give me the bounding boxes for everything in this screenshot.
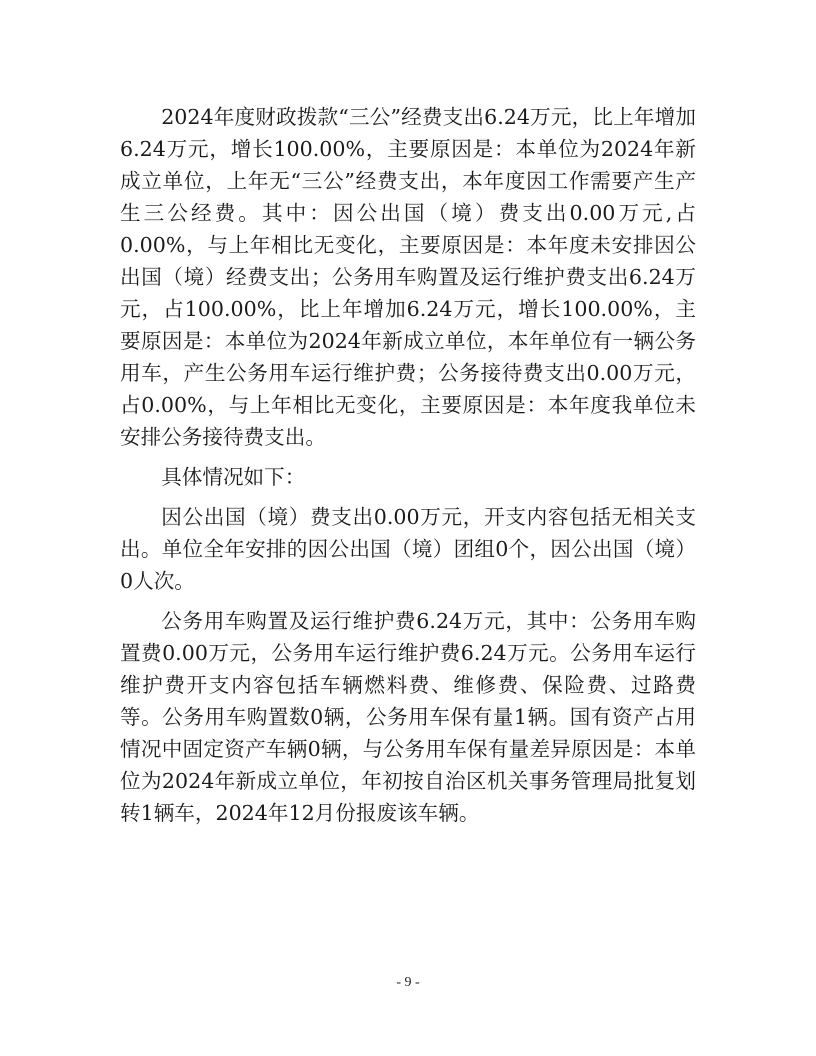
paragraph-details-intro: 具体情况如下： (161, 465, 306, 489)
page-number: - 9 - (396, 975, 420, 990)
paragraph-official-vehicles: 公务用车购置及运行维护费6.24万元，其中：公务用车购置费0.00万元，公务用车运行维护费6.24万元。公务用车运行维护费开支内容包括车辆燃料费、维修费、保险费、过路费等。公务用车购置数0辆，公务用车保有量1辆。国有资产占用情况中固定资产车辆0辆，与公务用车保有量差异原因是：本单位为2024年新成立单位，年初按自治区机关事务管理局批复划转1辆车，2024年12月份报废该车辆。 (120, 609, 696, 825)
document-body (120, 101, 696, 829)
paragraph-spacer (120, 453, 696, 461)
paragraph-three-public-expenses-summary: 2024年度财政拨款“三公”经费支出6.24万元，比上年增加6.24万元，增长100.00%，主要原因是：本单位为2024年新成立单位，上年无“三公”经费支出，本年度因工作需要产生产生三公经费。其中：因公出国（境）费支出0.00万元,占0.00%，与上年相比无变化，主要原因是：本年度未安排因公出国（境）经费支出；公务用车购置及运行维护费支出6.24万元，占100.00%，比上年增加6.24万元，增长100.00%，主要原因是：本单位为2024年新成立单位，本年单位有一辆公务用车，产生公务用车运行维护费；公务接待费支出0.00万元，占0.00%，与上年相比无变化，主要原因是：本年度我单位未安排公务接待费支出。 (120, 105, 696, 449)
paragraph-spacer (120, 597, 696, 605)
paragraph-spacer (120, 493, 696, 501)
paragraph-overseas-travel: 因公出国（境）费支出0.00万元，开支内容包括无相关支出。单位全年安排的因公出国（境）团组0个，因公出国（境）0人次。 (120, 505, 696, 593)
